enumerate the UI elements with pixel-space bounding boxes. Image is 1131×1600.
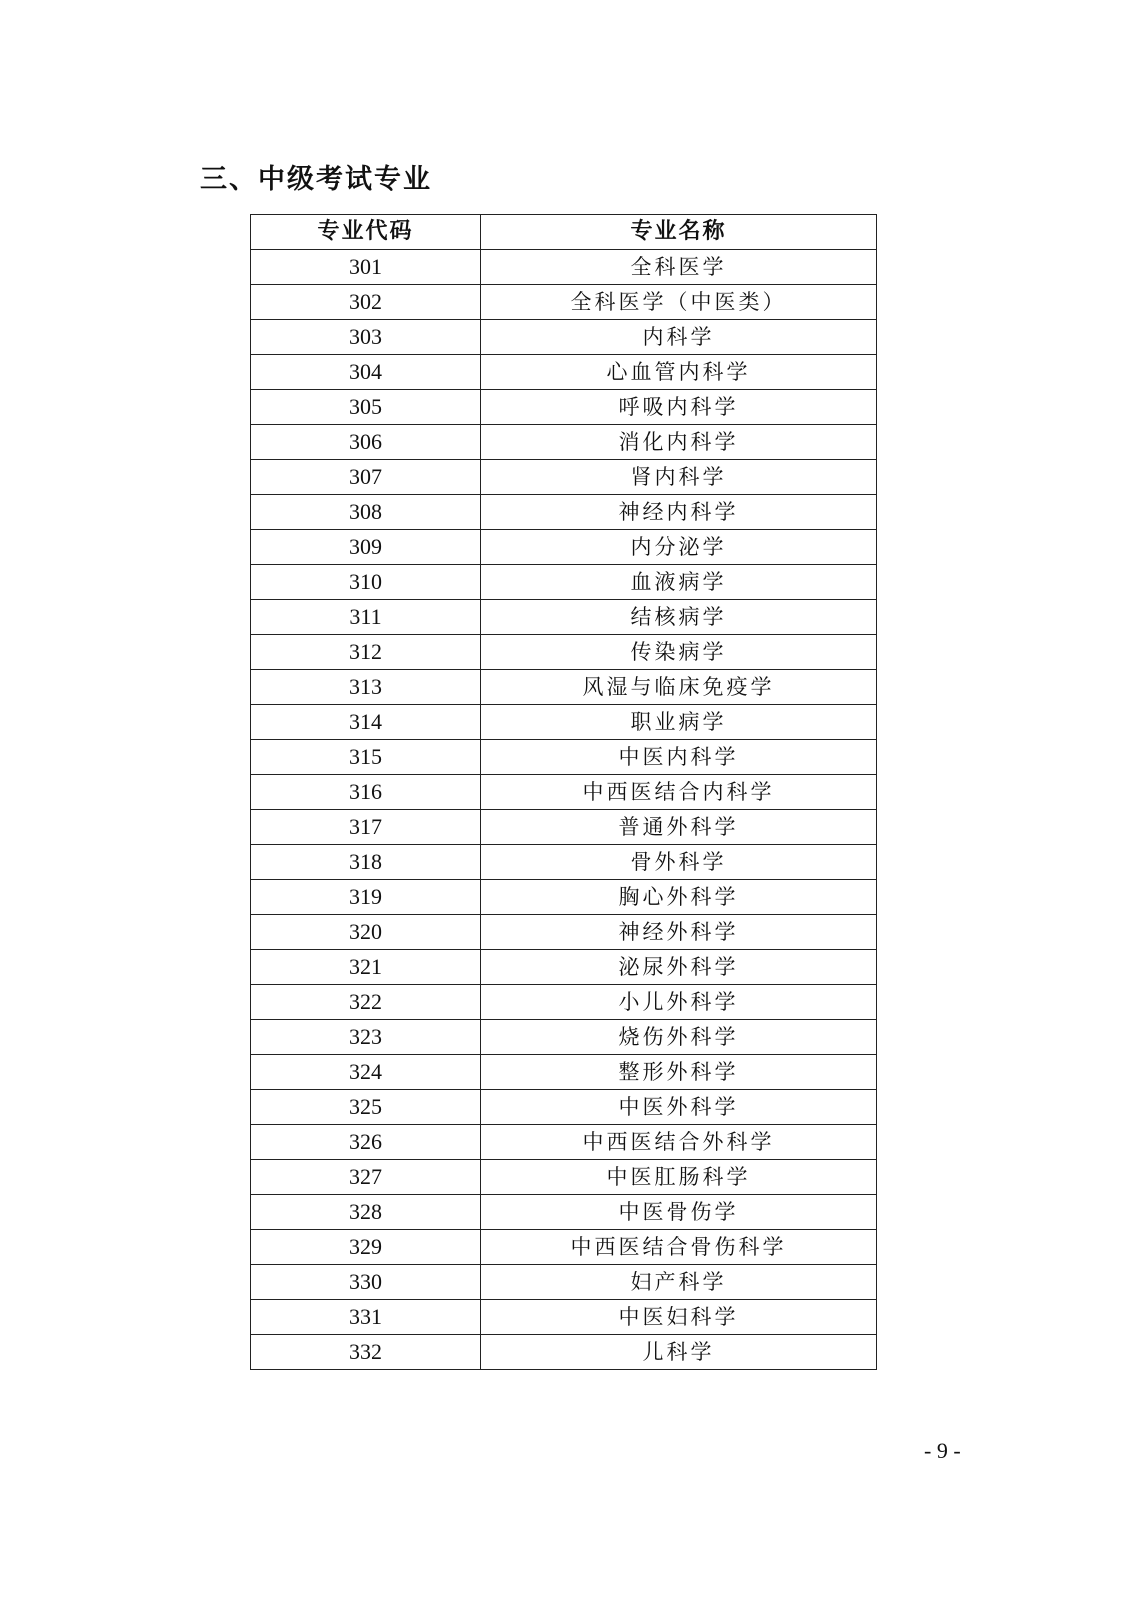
major-name: 风湿与临床免疫学 [481, 670, 877, 705]
major-code: 313 [251, 670, 481, 705]
table-row [251, 985, 877, 1020]
table-row [251, 320, 877, 355]
table-row [251, 495, 877, 530]
major-code: 328 [251, 1195, 481, 1230]
table-body [251, 250, 877, 1370]
major-code: 312 [251, 635, 481, 670]
major-name: 中西医结合内科学 [481, 775, 877, 810]
major-name: 全科医学（中医类） [481, 285, 877, 320]
major-code: 302 [251, 285, 481, 320]
major-name: 普通外科学 [481, 810, 877, 845]
table-row [251, 810, 877, 845]
table-row [251, 1335, 877, 1370]
major-code: 316 [251, 775, 481, 810]
major-name: 小儿外科学 [481, 985, 877, 1020]
table-row [251, 670, 877, 705]
major-name: 神经内科学 [481, 495, 877, 530]
table-row [251, 1195, 877, 1230]
major-name: 内科学 [481, 320, 877, 355]
major-name: 中医外科学 [481, 1090, 877, 1125]
major-name: 整形外科学 [481, 1055, 877, 1090]
major-code: 320 [251, 915, 481, 950]
major-code: 309 [251, 530, 481, 565]
major-name: 全科医学 [481, 250, 877, 285]
major-name: 神经外科学 [481, 915, 877, 950]
table-row [251, 950, 877, 985]
major-code: 301 [251, 250, 481, 285]
major-name: 消化内科学 [481, 425, 877, 460]
table-row [251, 390, 877, 425]
major-name: 妇产科学 [481, 1265, 877, 1300]
major-code: 327 [251, 1160, 481, 1195]
table-row [251, 250, 877, 285]
table-row [251, 1090, 877, 1125]
major-name: 中西医结合外科学 [481, 1125, 877, 1160]
table-row [251, 1160, 877, 1195]
major-name: 职业病学 [481, 705, 877, 740]
major-code: 322 [251, 985, 481, 1020]
major-name: 骨外科学 [481, 845, 877, 880]
table-row [251, 425, 877, 460]
table-row [251, 845, 877, 880]
major-code: 307 [251, 460, 481, 495]
major-code: 304 [251, 355, 481, 390]
table-row [251, 600, 877, 635]
table-row [251, 1125, 877, 1160]
major-name: 内分泌学 [481, 530, 877, 565]
table-row [251, 530, 877, 565]
table-row [251, 775, 877, 810]
major-code: 330 [251, 1265, 481, 1300]
table-row [251, 565, 877, 600]
major-name: 泌尿外科学 [481, 950, 877, 985]
major-name: 中医肛肠科学 [481, 1160, 877, 1195]
major-code: 324 [251, 1055, 481, 1090]
page-number: - 9 - [924, 1438, 961, 1463]
header-code: 专业代码 [251, 215, 481, 250]
major-code: 318 [251, 845, 481, 880]
table-row [251, 1265, 877, 1300]
majors-table [250, 214, 877, 1370]
table-row [251, 355, 877, 390]
table-row [251, 1055, 877, 1090]
major-name: 肾内科学 [481, 460, 877, 495]
major-code: 321 [251, 950, 481, 985]
table-row [251, 705, 877, 740]
major-code: 317 [251, 810, 481, 845]
header-name: 专业名称 [481, 215, 877, 250]
table-row [251, 1300, 877, 1335]
major-code: 332 [251, 1335, 481, 1370]
major-code: 323 [251, 1020, 481, 1055]
table-row [251, 460, 877, 495]
major-code: 326 [251, 1125, 481, 1160]
table-row [251, 285, 877, 320]
major-code: 315 [251, 740, 481, 775]
major-code: 314 [251, 705, 481, 740]
major-name: 中西医结合骨伤科学 [481, 1230, 877, 1265]
major-name: 烧伤外科学 [481, 1020, 877, 1055]
major-code: 329 [251, 1230, 481, 1265]
major-code: 305 [251, 390, 481, 425]
table-row [251, 1020, 877, 1055]
major-name: 儿科学 [481, 1335, 877, 1370]
major-name: 心血管内科学 [481, 355, 877, 390]
major-code: 325 [251, 1090, 481, 1125]
major-name: 呼吸内科学 [481, 390, 877, 425]
major-name: 传染病学 [481, 635, 877, 670]
major-name: 胸心外科学 [481, 880, 877, 915]
major-name: 中医内科学 [481, 740, 877, 775]
table-row [251, 1230, 877, 1265]
major-code: 331 [251, 1300, 481, 1335]
table-header-row [251, 215, 877, 250]
table-row [251, 880, 877, 915]
major-code: 308 [251, 495, 481, 530]
major-name: 中医妇科学 [481, 1300, 877, 1335]
table-row [251, 915, 877, 950]
major-code: 310 [251, 565, 481, 600]
section-heading: 三、中级考试专业 [200, 164, 432, 195]
major-name: 血液病学 [481, 565, 877, 600]
major-name: 中医骨伤学 [481, 1195, 877, 1230]
table-row [251, 740, 877, 775]
table-row [251, 635, 877, 670]
major-code: 303 [251, 320, 481, 355]
major-name: 结核病学 [481, 600, 877, 635]
major-code: 319 [251, 880, 481, 915]
major-code: 306 [251, 425, 481, 460]
major-code: 311 [251, 600, 481, 635]
